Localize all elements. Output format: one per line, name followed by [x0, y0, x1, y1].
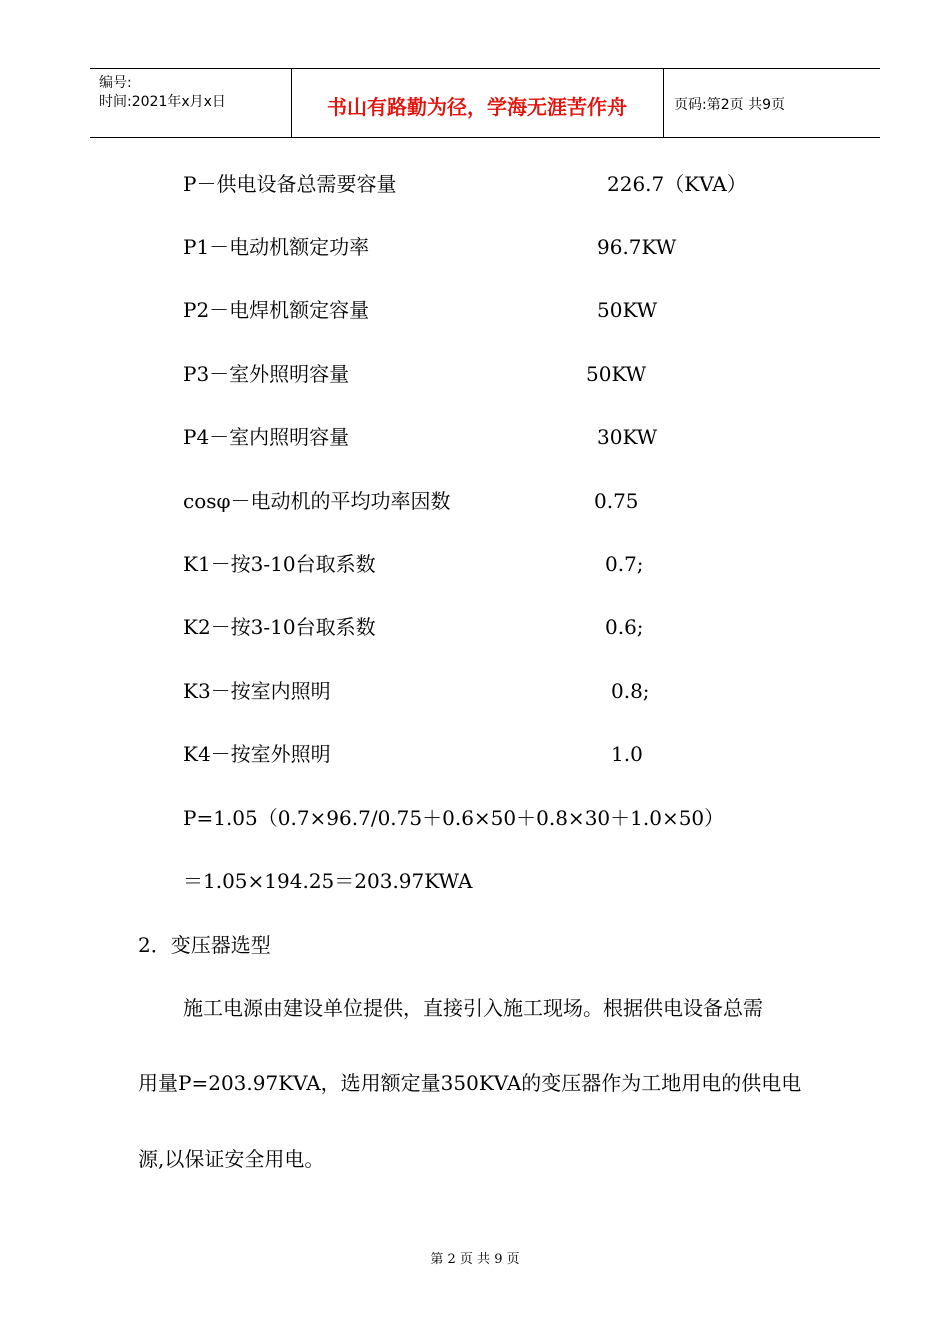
header-page-cell: [664, 69, 880, 137]
definition-name: P－供电设备总需要容量: [183, 172, 397, 196]
definition-name: P1－电动机额定功率: [183, 235, 370, 259]
definition-name: P3－室外照明容量: [183, 362, 350, 386]
page-footer: 第 2 页 共 9 页: [430, 1252, 520, 1267]
definition-name: P2－电焊机额定容量: [183, 298, 370, 322]
paragraph-line-2: 用量P=203.97KVA，选用额定量350KVA的变压器作为工地用电的供电电: [138, 1071, 802, 1095]
definition-name: cosφ－电动机的平均功率因数: [183, 489, 451, 513]
definition-value: 0.7;: [605, 552, 644, 576]
definition-value: 50KW: [586, 362, 647, 386]
definition-value: 30KW: [597, 425, 658, 449]
definition-name: K1－按3-10台取系数: [183, 552, 376, 576]
header-table: [90, 68, 880, 138]
definition-value: 0.75: [594, 489, 639, 513]
definition-value: 0.6;: [605, 615, 644, 639]
formula-line-2: ＝1.05×194.25＝203.97KWA: [183, 869, 473, 893]
section-title: 2．变压器选型: [138, 933, 271, 957]
header-page-number: 页码:第2页 共9页: [674, 97, 785, 113]
definition-value: 1.0: [611, 742, 643, 766]
motto-text: 书山有路勤为径，学海无涯苦作舟: [327, 95, 627, 119]
definition-name: K3－按室内照明: [183, 679, 331, 703]
header-info-cell: [90, 69, 292, 137]
header-motto-cell: [291, 69, 664, 137]
definition-value: 96.7KW: [597, 235, 677, 259]
definition-value: 0.8;: [611, 679, 650, 703]
definition-name: K4－按室外照明: [183, 742, 331, 766]
definition-value: 50KW: [597, 298, 658, 322]
serial-number-label: 编号:: [99, 75, 132, 91]
definition-name: P4－室内照明容量: [183, 425, 350, 449]
definition-name: K2－按3-10台取系数: [183, 615, 376, 639]
formula-line-1: P=1.05（0.7×96.7/0.75＋0.6×50＋0.8×30＋1.0×50）: [183, 806, 725, 830]
paragraph-line-3: 源,以保证安全用电。: [138, 1147, 325, 1171]
definition-value: 226.7（KVA）: [607, 172, 747, 196]
time-label: 时间:2021年x月x日: [99, 94, 226, 110]
paragraph-line-1: 施工电源由建设单位提供，直接引入施工现场。根据供电设备总需: [183, 996, 763, 1020]
